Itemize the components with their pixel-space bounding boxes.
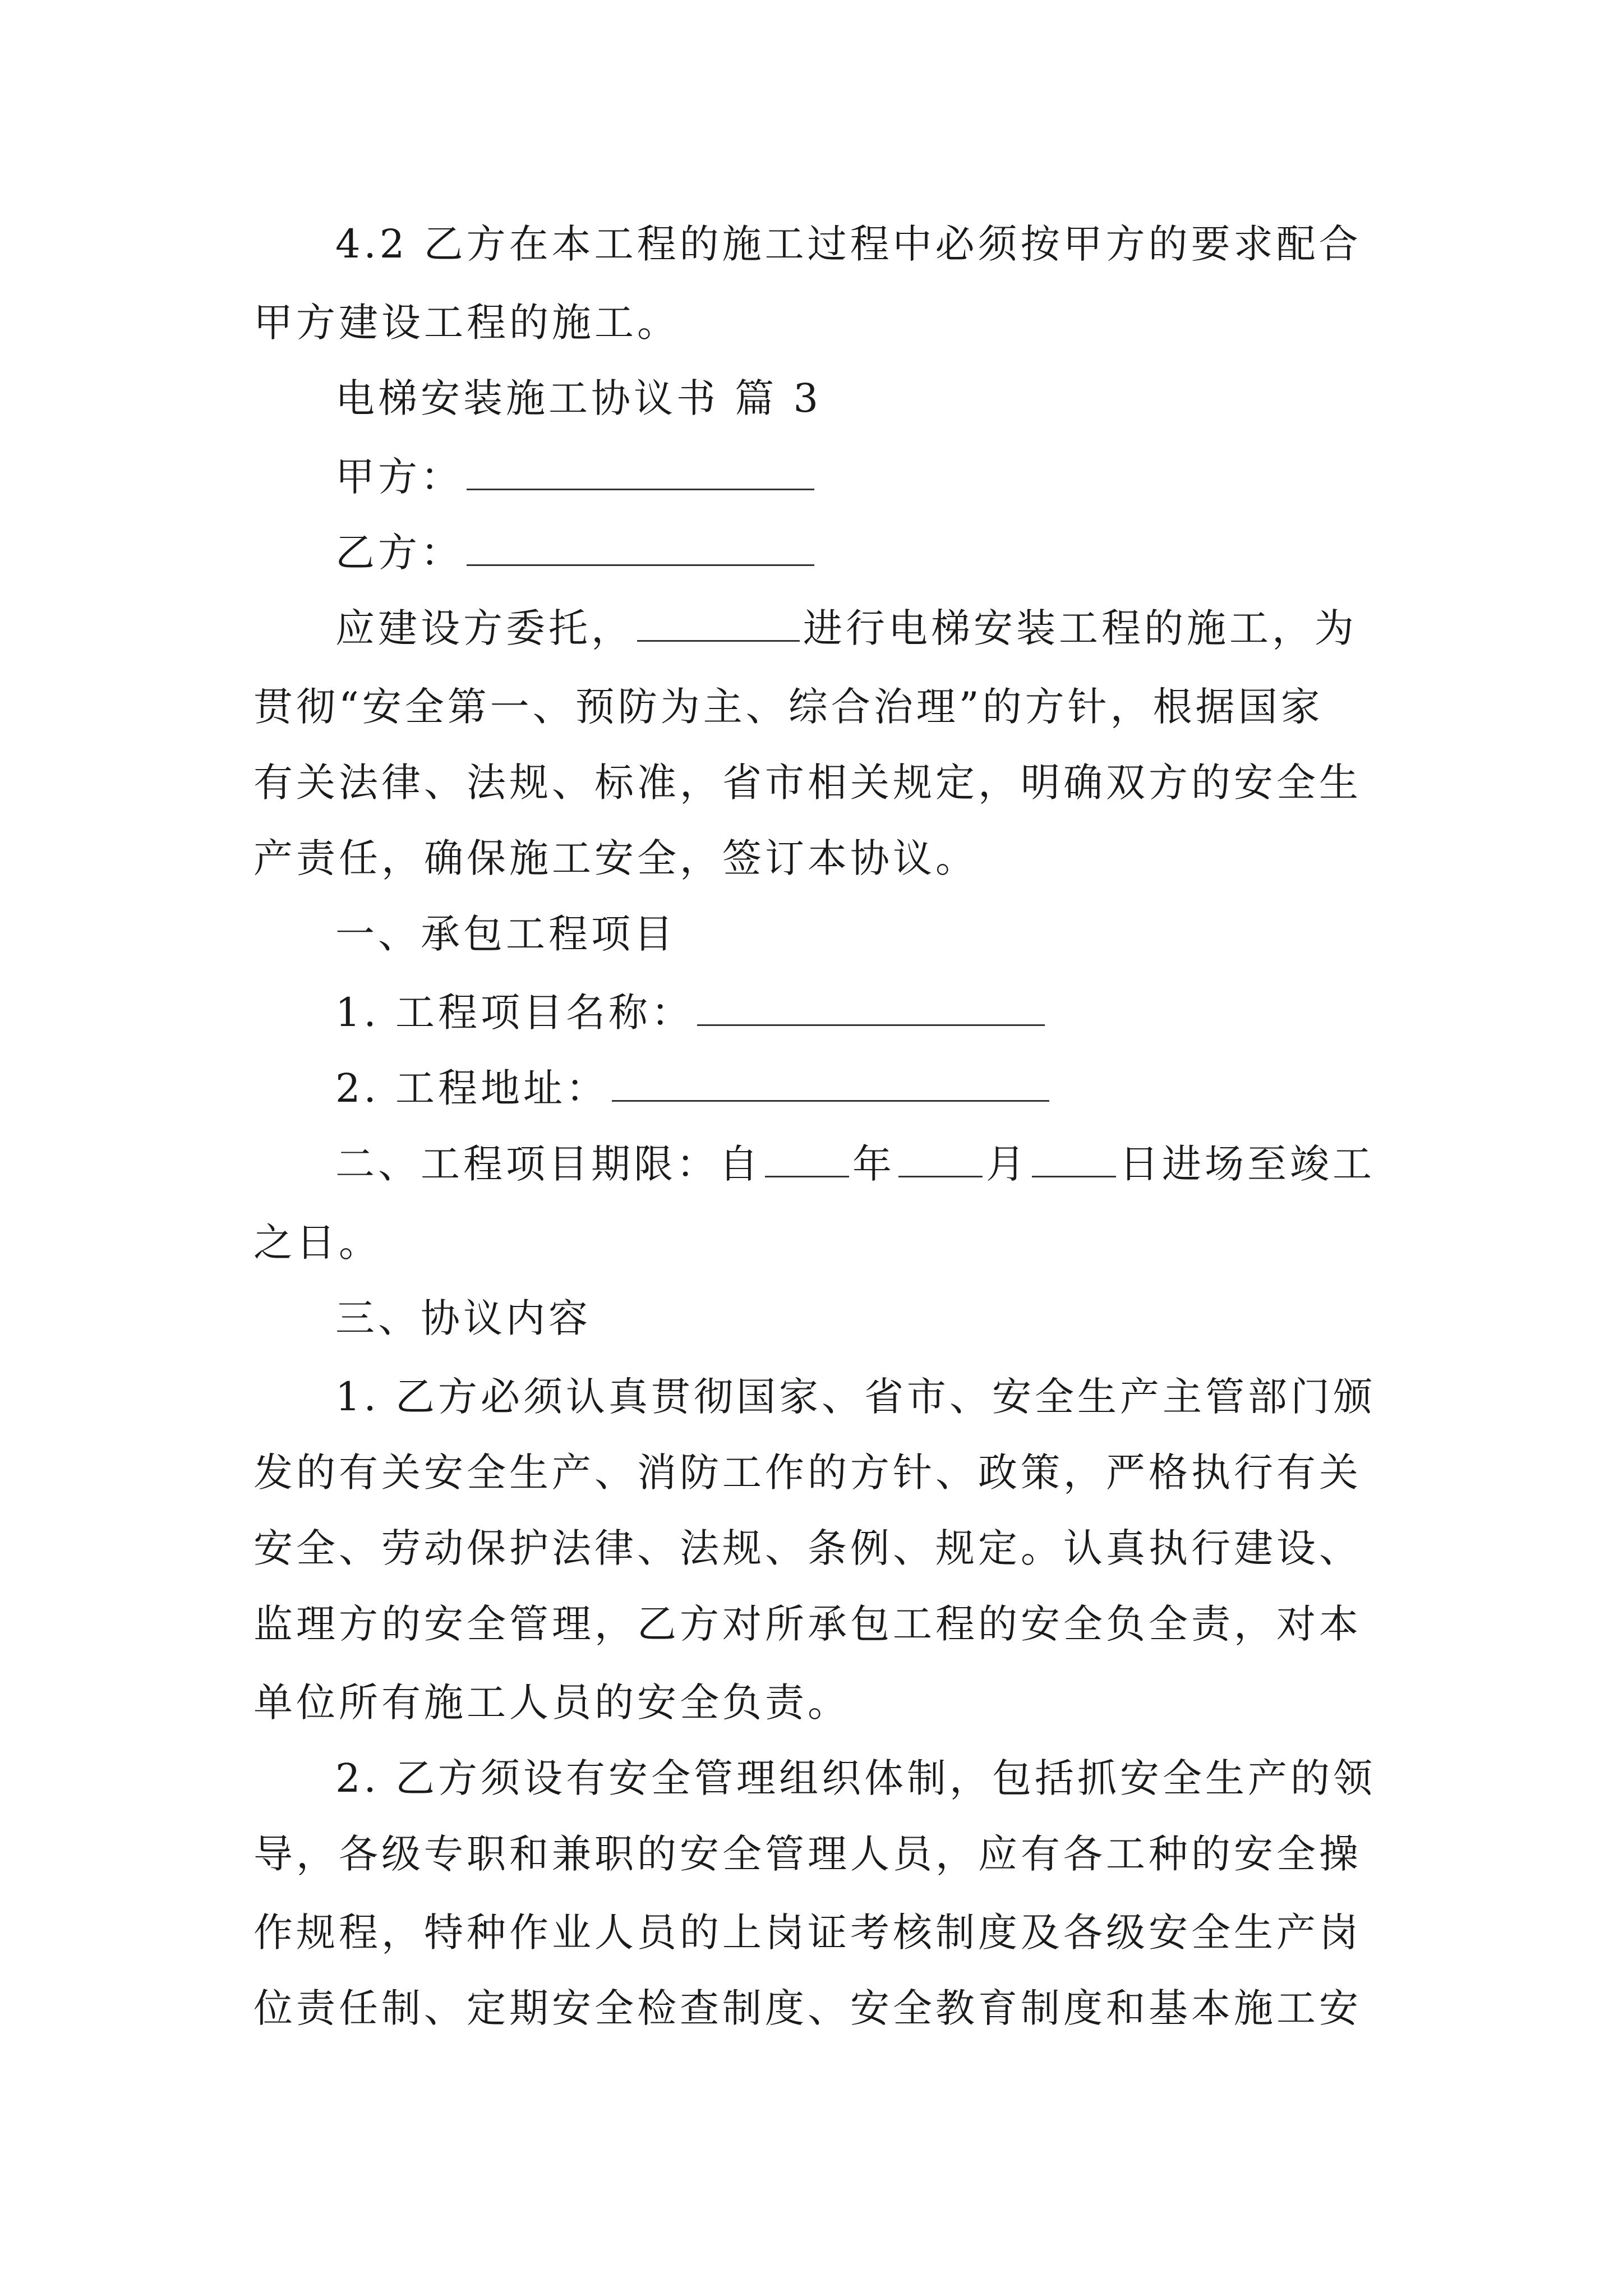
section-heading [335,1290,591,1346]
paragraph-line [253,1520,1362,1576]
section-3-heading: 三、协议内容 [335,1295,591,1341]
paragraph-line [253,1904,1362,1961]
clause-1-line4: 监理方的安全管理，乙方对所承包工程的安全负全责，对本 [253,1601,1362,1647]
paragraph-line [253,295,680,351]
party-a-line [335,449,818,505]
party-b-label: 乙方： [335,530,463,576]
project-address-line [335,1060,1053,1116]
section-1-heading: 一、承包工程项目 [335,911,676,957]
paragraph-line [335,216,1362,272]
project-period-line [335,1136,1375,1192]
paragraph-line [335,600,1357,656]
paragraph-line [253,679,1324,735]
clause-1-line3: 安全、劳动保护法律、法规、条例、规定。认真执行建设、 [253,1525,1362,1571]
party-b-blank [467,533,814,566]
project-address-label: 2. 工程地址： [335,1065,609,1111]
paragraph-line [253,1826,1362,1882]
section-heading [335,906,676,962]
intro-text-line2: 贯彻“安全第一、预防为主、综合治理”的方针，根据国家 [253,684,1324,730]
year-blank [765,1144,849,1177]
project-name-label: 1. 工程项目名称： [335,990,694,1036]
paragraph-line [253,1444,1362,1501]
party-a-label: 甲方： [335,454,463,500]
intro-text-line3: 有关法律、法规、标准，省市相关规定，明确双方的安全生 [253,760,1362,806]
party-a-blank [467,457,814,490]
paragraph-line [253,1214,381,1271]
clause-2-text: 2. 乙方须设有安全管理组织体制，包括抓安全生产的领 [335,1755,1376,1801]
agreement-title: 电梯安装施工协议书 篇 3 [335,375,822,421]
intro-text-b: 进行电梯安装工程的施工，为 [803,605,1357,651]
clause-1-text: 1. 乙方必须认真贯彻国家、省市、安全生产主管部门颁 [335,1374,1376,1420]
section-heading [335,370,822,426]
clause-1-line5: 单位所有施工人员的安全负责。 [253,1680,850,1726]
month-label: 月 [986,1141,1029,1187]
clause-4-2-text: 4.2 乙方在本工程的施工过程中必须按甲方的要求配合 [335,221,1362,267]
clause-2-line4: 位责任制、定期安全检查制度、安全教育制度和基本施工安 [253,1985,1362,2031]
clause-2-line3: 作规程，特种作业人员的上岗证考核制度及各级安全生产岗 [253,1910,1362,1955]
day-blank [1032,1144,1116,1177]
project-address-blank [612,1069,1049,1102]
clause-1-line2: 发的有关安全生产、消防工作的方针、政策，严格执行有关 [253,1450,1362,1496]
clause-4-2-text-cont: 甲方建设工程的施工。 [253,300,680,346]
paragraph-line [335,1750,1376,1806]
period-text-d: 日进场至竣工 [1119,1141,1375,1187]
contractor-blank [637,609,800,642]
paragraph-line [253,830,978,886]
period-text-cont: 之日。 [253,1220,381,1266]
paragraph-line [253,1596,1362,1652]
intro-text-a: 应建设方委托， [335,605,634,651]
paragraph-line [253,1980,1362,2036]
paragraph-line [253,1674,850,1731]
paragraph-line [335,1369,1376,1425]
month-blank [898,1144,983,1177]
clause-2-line2: 导，各级专职和兼职的安全管理人员，应有各工种的安全操 [253,1831,1362,1877]
year-label: 年 [852,1141,895,1187]
intro-text-line4: 产责任，确保施工安全，签订本协议。 [253,835,978,881]
party-b-line [335,524,818,581]
period-text-a: 二、工程项目期限：自 [335,1141,762,1187]
project-name-blank [697,993,1045,1026]
paragraph-line [253,754,1362,811]
project-name-line [335,984,1048,1041]
